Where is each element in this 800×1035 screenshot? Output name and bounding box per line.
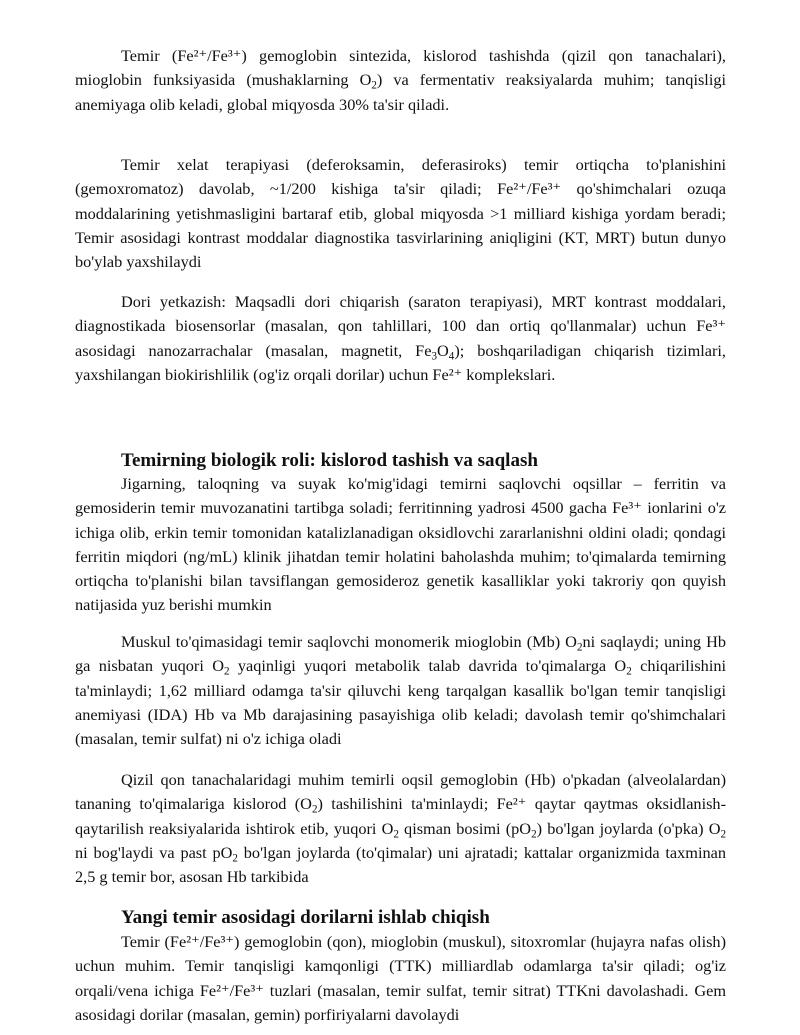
paragraph-hemoglobin: Qizil qon tanachalaridagi muhim temirli oqsil gemoglobin (Hb) o'pkadan (alveolalardan) tananing to'qimalariga kislorod $(O_2)$ tashilishini ta'minlaydi; Fe²⁺ qaytar qaytmas oksidlanish-qaytarilish reaksiyalarida ishtirok etib, yuqori $O_2$ qisman bosimi $(pO_2)$ bo'lgan joylarda (o'pka) $O_2$ ni bog'laydi va past $pO_2$ bo'lgan joylarda (to'qimalar) uni ajratadi; kattalar organizmida taxminan 2,5 g temir bor, asosan Hb tarkibida bbox=[75, 770, 726, 887]
paragraph-drug-delivery: Dori yetkazish: Maqsadli dori chiqarish (saraton terapiyasi), MRT kontrast moddalari, diagnostikada biosensorlar (masalan, qon tahlillari, 100 dan ortiq qo'llanmalar) uchun Fe³⁺ asosidagi nanozarrachalar (masalan, magnetit, $Fe_3O_4$); boshqariladigan chiqarish tizimlari, yaxshilangan biokirishlilik (og'iz orqali dorilar) uchun Fe²⁺ komplekslari. bbox=[75, 292, 726, 384]
paragraph-chelation-therapy: Temir xelat terapiyasi (deferoksamin, deferasiroks) temir ortiqcha to'planishini (gemoxromatoz) davolab, ~1/200 kishiga ta'sir qiladi; Fe²⁺/Fe³⁺ qo'shimchalari ozuqa moddalarining yetishmasligini bartaraf etib, global miqyosda >1 milliard kishiga yordam beradi; Temir asosidagi kontrast moddalar diagnostika tasvirlarining aniqligini (KT, MRT) butun dunyo bo'ylab yaxshilaydi bbox=[75, 155, 726, 272]
paragraph-iron-functions: Temir (Fe²⁺/Fe³⁺) gemoglobin sintezida, kislorod tashishda (qizil qon tanachalari), mioglobin funksiyasida (mushaklarning $O_2$) va fermentativ reaksiyalarda muhim; tanqisligi anemiyaga olib keladi, global miqyosda 30% ta'sir qiladi. bbox=[75, 46, 727, 114]
paragraph-myoglobin: Muskul to'qimasidagi temir saqlovchi monomerik mioglobin (Mb) $O_2ni$ saqlaydi; uning Hb ga nisbatan yuqori $O_2$ yaqinligi yuqori metabolik talab davrida to'qimalarga $O_2$ chiqarilishini ta'minlaydi; 1,62 milliard odamga ta'sir qiluvchi keng tarqalgan kasallik bo'lgan temir tanqisligi anemiyasi (IDA) Hb va Mb darajasining pasayishiga olib keladi; davolash temir qo'shimchalari (masalan, temir sulfat) ni o'z ichiga oladi bbox=[75, 632, 727, 749]
paragraph-iron-drugs: Temir (Fe²⁺/Fe³⁺) gemoglobin (qon), mioglobin (muskul), sitoxromlar (hujayra nafas olish) uchun muhim. Temir tanqisligi kamqonligi (TTK) milliardlab odamlarga ta'sir qiladi; og'iz orqali/vena ichiga Fe²⁺/Fe³⁺ tuzlari (masalan, temir sulfat, temir sitrat) TTKni davolashadi. Gem asosidagi dorilar (masalan, gemin) porfiriyalarni davolaydi bbox=[75, 932, 726, 1024]
section-heading-new-drugs: Yangi temir asosidagi dorilarni ishlab chiqish bbox=[121, 907, 490, 928]
section-heading-biological-role: Temirning biologik roli: kislorod tashish va saqlash bbox=[121, 450, 539, 471]
paragraph-ferritin: Jigarning, taloqning va suyak ko'mig'idagi temirni saqlovchi oqsillar – ferritin va gemosiderin temir muvozanatini tartibga soladi; ferritinning yadrosi 4500 gacha Fe³⁺ ionlarini o'z ichiga olib, erkin temir tomonidan katalizlanadigan oksidlovchi zararlanishni oldini oladi; qondagi ferritin miqdori (ng/mL) klinik jihatdan temir holatini baholashda muhim; to'qimalarda temirning ortiqcha to'planishi bilan tavsiflangan gemosideroz genetik kasalliklar yoki takroriy qon quyish natijasida yuz berishi mumkin bbox=[75, 474, 726, 615]
